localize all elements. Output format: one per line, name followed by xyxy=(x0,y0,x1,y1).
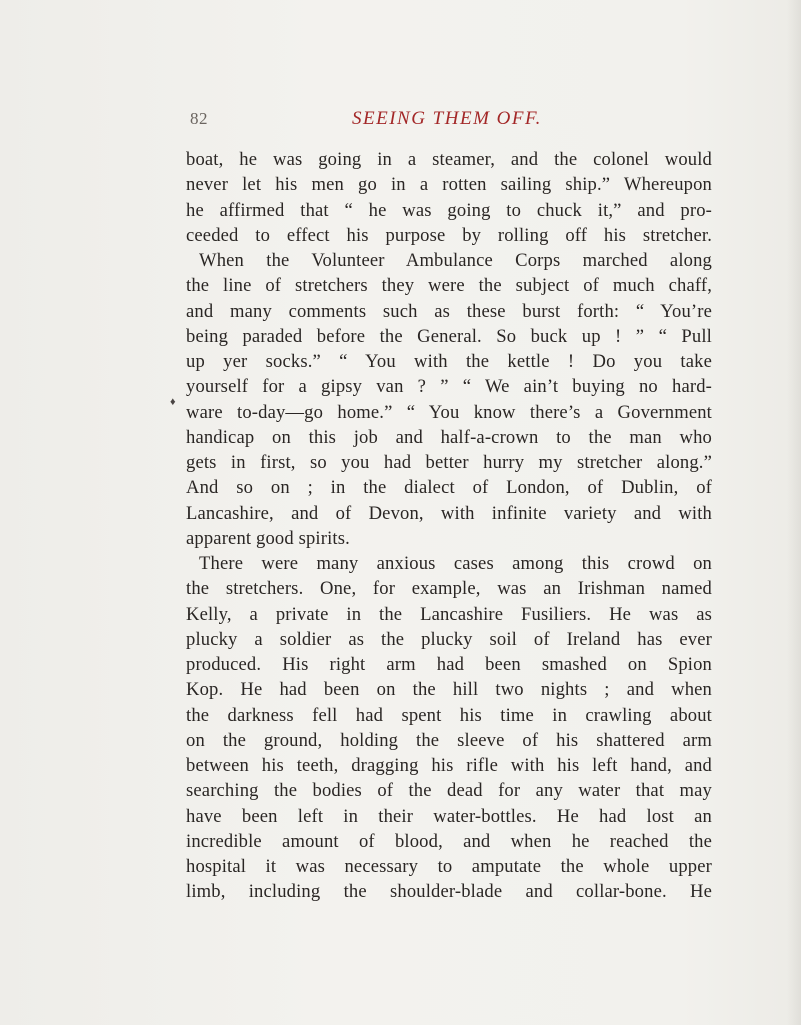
text-line: ware to-day—go home.” “ You know there’s a Government xyxy=(186,401,712,423)
text-line: never let his men go in a rotten sailing ship.” Whereupon xyxy=(186,174,712,196)
text-line: the stretchers. One, for example, was an Irishman named xyxy=(186,578,712,600)
page-number: 82 xyxy=(190,109,208,128)
body-text xyxy=(186,147,712,905)
text-line: hospital it was necessary to amputate the whole upper xyxy=(186,856,712,877)
text-line: apparent good spirits. xyxy=(186,527,350,549)
text-line: incredible amount of blood, and when he reached the xyxy=(186,830,712,852)
text-line: the line of stretchers they were the subject of much chaff, xyxy=(186,275,712,297)
margin-mark: ♦ xyxy=(170,396,176,408)
text-line: And so on ; in the dialect of London, of Dublin, of xyxy=(186,477,712,499)
text-line: handicap on this job and half-a-crown to the man who xyxy=(186,426,712,448)
text-line: When the Volunteer Ambulance Corps marched along xyxy=(199,250,712,271)
text-line: Kop. He had been on the hill two nights ; and when xyxy=(186,679,712,701)
text-line: gets in first, so you had better hurry my stretcher along.” xyxy=(186,452,712,473)
text-line: Lancashire, and of Devon, with infinite variety and with xyxy=(186,502,712,524)
page-edge-shadow xyxy=(787,0,801,1025)
text-line: Kelly, a private in the Lancashire Fusiliers. He was as xyxy=(186,603,712,625)
page-header xyxy=(0,105,801,135)
text-line: he affirmed that “ he was going to chuck it,” and pro- xyxy=(186,199,712,221)
text-line: and many comments such as these burst forth: “ You’re xyxy=(186,300,712,322)
text-line: boat, he was going in a steamer, and the colonel would xyxy=(186,149,712,170)
text-line: ceeded to effect his purpose by rolling off his stretcher. xyxy=(186,224,712,246)
text-line: between his teeth, dragging his rifle with his left hand, and xyxy=(186,755,712,776)
text-line: limb, including the shoulder-blade and collar-bone. He xyxy=(186,881,712,903)
text-line: on the ground, holding the sleeve of his shattered arm xyxy=(186,729,712,751)
text-line: There were many anxious cases among this crowd on xyxy=(199,553,712,574)
text-line: produced. His right arm had been smashed on Spion xyxy=(186,654,712,675)
text-line: searching the bodies of the dead for any water that may xyxy=(186,780,712,802)
text-line: being paraded before the General. So buck up ! ” “ Pull xyxy=(186,325,712,347)
text-line: yourself for a gipsy van ? ” “ We ain’t buying no hard- xyxy=(186,376,712,398)
text-line: have been left in their water-bottles. He had lost an xyxy=(186,805,712,827)
text-line: plucky a soldier as the plucky soil of Ireland has ever xyxy=(186,628,712,650)
text-line: the darkness fell had spent his time in crawling about xyxy=(186,704,712,726)
running-head: SEEING THEM OFF. xyxy=(352,108,542,129)
text-line: up yer socks.” “ You with the kettle ! Do you take xyxy=(186,351,712,372)
